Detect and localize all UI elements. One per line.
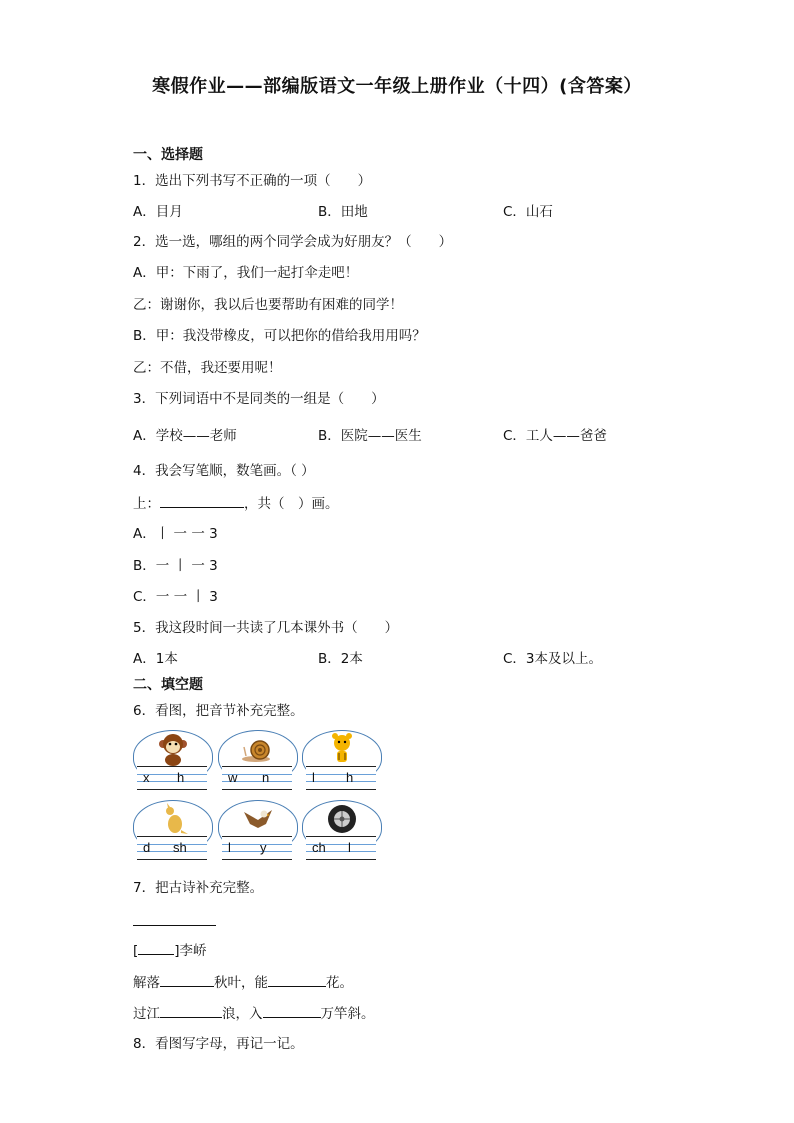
syllable-initial: d	[143, 840, 151, 855]
question-5-stem: 5．我这段时间一共读了几本课外书（ ）	[133, 620, 399, 636]
pinyin-card-monkey	[133, 730, 213, 798]
syllable-initial: l	[312, 770, 315, 785]
pinyin-card-snail	[218, 730, 298, 798]
poem-text: 秋叶，能	[214, 975, 268, 991]
poem-blank[interactable]	[160, 973, 214, 987]
syllable-initial: w	[228, 770, 238, 785]
q1-option-a[interactable]: A．目月	[133, 204, 183, 220]
pinyin-lines[interactable]	[306, 766, 376, 790]
pinyin-card-wheel	[302, 800, 382, 868]
poem-text: 浪，入	[222, 1006, 263, 1022]
question-8-stem: 8．看图写字母，再记一记。	[133, 1036, 304, 1052]
syllable-final: h	[346, 770, 354, 785]
q1-option-b[interactable]: B．田地	[318, 204, 368, 220]
monkey-icon	[157, 732, 189, 766]
pinyin-card-kangaroo	[133, 800, 213, 868]
eagle-icon	[242, 802, 274, 836]
q4-option-a[interactable]: A．丨 一 一 3	[133, 526, 218, 542]
poem-blank[interactable]	[263, 1004, 321, 1018]
syllable-final: l	[348, 840, 351, 855]
page-title: 寒假作业——部编版语文一年级上册作业（十四）(含答案）	[152, 76, 642, 97]
q4-option-c[interactable]: C．一 一 丨 3	[133, 589, 218, 605]
pinyin-lines[interactable]	[222, 836, 292, 860]
q2-option-a-line1[interactable]: A．甲：下雨了，我们一起打伞走吧！	[133, 265, 359, 281]
dynasty-blank[interactable]	[138, 941, 174, 955]
q4-stroke-line	[133, 494, 339, 513]
q2-option-b-line2: 乙：不借，我还要用呢！	[133, 360, 282, 376]
syllable-initial: x	[143, 770, 150, 785]
question-3-stem: 3．下列词语中不是同类的一组是（ ）	[133, 391, 385, 407]
q5-option-a[interactable]: A．1本	[133, 651, 178, 667]
poem-title-blank[interactable]	[133, 925, 216, 926]
q4-option-b[interactable]: B．一 丨 一 3	[133, 558, 218, 574]
q2-option-b-line1[interactable]: B．甲：我没带橡皮，可以把你的借给我用用吗？	[133, 328, 426, 344]
poem-text: 花。	[326, 975, 353, 991]
syllable-final: n	[262, 770, 270, 785]
pinyin-card-tiger	[302, 730, 382, 798]
kangaroo-icon	[157, 802, 189, 836]
syllable-final: h	[177, 770, 185, 785]
q2-option-a-line2: 乙：谢谢你，我以后也要帮助有困难的同学！	[133, 297, 403, 313]
q4-char-label: 上：	[133, 496, 160, 512]
question-2-stem: 2．选一选，哪组的两个同学会成为好朋友？（ ）	[133, 234, 453, 250]
q5-option-c[interactable]: C．3本及以上。	[503, 651, 603, 667]
question-1-stem: 1．选出下列书写不正确的一项（ ）	[133, 173, 372, 189]
wheel-icon	[326, 802, 358, 836]
section-heading-choice: 一、选择题	[133, 147, 203, 163]
syllable-final: sh	[173, 840, 187, 855]
syllable-initial: ch	[312, 840, 326, 855]
q3-option-a[interactable]: A．学校——老师	[133, 428, 237, 444]
poem-text: 过江	[133, 1006, 160, 1022]
tiger-icon	[326, 732, 358, 766]
snail-icon	[242, 732, 274, 766]
question-4-stem: 4．我会写笔顺，数笔画。（ ）	[133, 463, 315, 479]
poem-text: 解落	[133, 975, 160, 991]
pinyin-card-eagle	[218, 800, 298, 868]
poem-line-2	[133, 1004, 375, 1023]
section-heading-fill: 二、填空题	[133, 677, 203, 693]
q4-stroke-blank[interactable]	[160, 494, 244, 508]
poem-text: 万竿斜。	[320, 1006, 375, 1022]
q1-option-c[interactable]: C．山石	[503, 204, 553, 220]
poem-blank[interactable]	[268, 973, 326, 987]
q3-option-b[interactable]: B．医院——医生	[318, 428, 422, 444]
author-bracket-open: [	[133, 943, 139, 959]
poem-author-line	[133, 941, 207, 960]
q3-option-c[interactable]: C．工人——爸爸	[503, 428, 607, 444]
syllable-initial: l	[228, 840, 231, 855]
question-6-stem: 6．看图，把音节补充完整。	[133, 703, 304, 719]
poem-author: ]李峤	[174, 943, 207, 959]
poem-line-1	[133, 973, 353, 992]
syllable-final: y	[260, 840, 267, 855]
poem-blank[interactable]	[160, 1004, 222, 1018]
question-7-stem: 7．把古诗补充完整。	[133, 880, 264, 896]
q4-count-text: ，共（ ）画。	[244, 496, 339, 512]
q5-option-b[interactable]: B．2本	[318, 651, 363, 667]
